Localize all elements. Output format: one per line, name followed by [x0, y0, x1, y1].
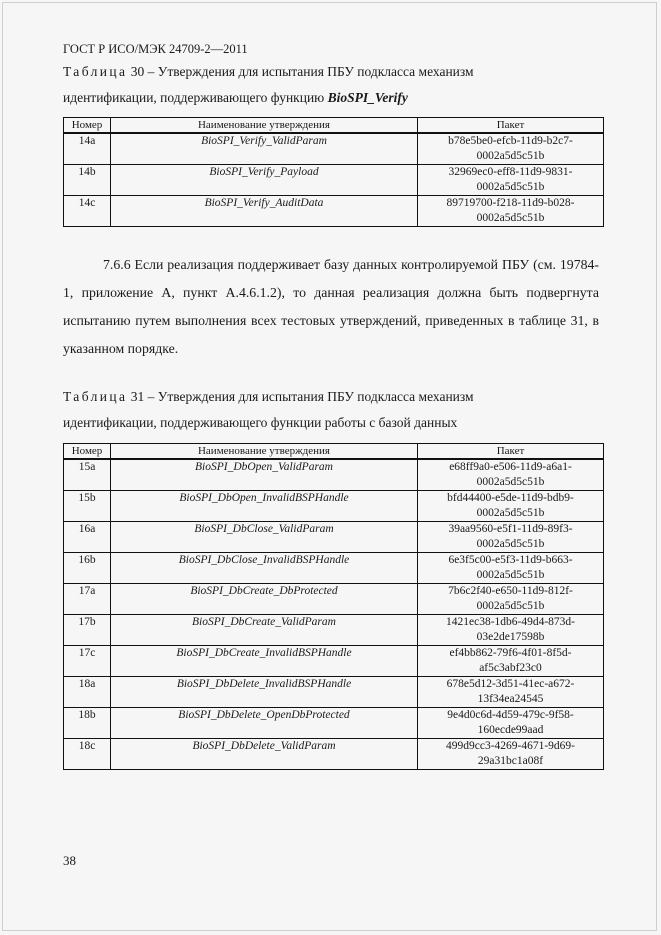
row-number: 18b [64, 708, 111, 739]
packet-guid-line2: 160ecde99aad [477, 724, 544, 736]
table-row [64, 133, 604, 165]
table-30-caption [63, 59, 608, 111]
packet-guid-line2: 0002a5d5c51b [476, 212, 545, 224]
packet-guid [418, 584, 604, 615]
table-row [64, 522, 604, 553]
row-number: 17a [64, 584, 111, 615]
packet-guid [418, 553, 604, 584]
assertion-name: BioSPI_DbClose_ValidParam [111, 522, 418, 553]
table-30-caption-line1 [63, 59, 608, 85]
packet-guid-line2: 0002a5d5c51b [476, 150, 545, 162]
table-row [64, 165, 604, 196]
table-title-part1: – Утверждения для испытания ПБУ подкласса механизм [144, 389, 474, 404]
assertion-name: BioSPI_DbOpen_ValidParam [111, 459, 418, 491]
packet-guid [418, 646, 604, 677]
packet-guid-line2: 0002a5d5c51b [476, 569, 545, 581]
packet-guid-line1: e68ff9a0-e506-11d9-a6a1- [449, 461, 572, 473]
table-number: 30 [130, 64, 145, 79]
packet-guid-line2: 29a31bc1a08f [477, 755, 544, 767]
row-number: 16a [64, 522, 111, 553]
assertion-name: BioSPI_DbCreate_InvalidBSPHandle [111, 646, 418, 677]
row-number: 15b [64, 491, 111, 522]
assertion-name: BioSPI_DbOpen_InvalidBSPHandle [111, 491, 418, 522]
row-number: 17c [64, 646, 111, 677]
assertion-name: BioSPI_DbDelete_OpenDbProtected [111, 708, 418, 739]
table-row [64, 584, 604, 615]
table-number: 31 [130, 389, 145, 404]
table-30 [63, 117, 604, 227]
packet-guid-line1: 499d9cc3-4269-4671-9d69- [445, 740, 576, 752]
table-row [64, 708, 604, 739]
table-row [64, 739, 604, 770]
packet-guid-line1: bfd44400-e5de-11d9-bdb9- [447, 492, 574, 504]
col-header-name: Наименование утверждения [111, 118, 418, 134]
packet-guid [418, 196, 604, 227]
table-row [64, 491, 604, 522]
paragraph-7-6-6: 7.6.6 Если реализация поддерживает базу данных контролируемой ПБУ (см. 19784-1, приложение А, пункт А.4.6.1.2), то данная реализация должна быть подвергнута испытанию путем выполнения всех тестовых утверждений, приведенных в таблице 31, в указанном порядке. [63, 257, 599, 356]
table-header-row [64, 118, 604, 134]
row-number: 18a [64, 677, 111, 708]
row-number: 14c [64, 196, 111, 227]
packet-guid-line2: 13f34ea24545 [477, 693, 544, 705]
assertion-name: BioSPI_DbClose_InvalidBSPHandle [111, 553, 418, 584]
col-header-packet: Пакет [418, 118, 604, 134]
table-label: Таблица [63, 64, 128, 79]
table-row [64, 553, 604, 584]
page-number: 38 [63, 853, 76, 868]
packet-guid-line1: ef4bb862-79f6-4f01-8f5d- [449, 647, 572, 659]
packet-guid [418, 615, 604, 646]
packet-guid [418, 522, 604, 553]
col-header-number: Номер [64, 444, 111, 460]
packet-guid-line2: af5c3abf23c0 [479, 662, 542, 674]
table-row [64, 196, 604, 227]
table-title-part2: идентификации, поддерживающего функцию [63, 90, 328, 105]
packet-guid-line2: 0002a5d5c51b [476, 600, 545, 612]
row-number: 14a [64, 133, 111, 165]
row-number: 18c [64, 739, 111, 770]
table-row [64, 459, 604, 491]
assertion-name: BioSPI_Verify_ValidParam [111, 133, 418, 165]
table-31-caption-line1 [63, 384, 608, 410]
packet-guid [418, 677, 604, 708]
table-title-part1: – Утверждения для испытания ПБУ подкласса механизм [144, 64, 474, 79]
row-number: 17b [64, 615, 111, 646]
assertion-name: BioSPI_DbCreate_ValidParam [111, 615, 418, 646]
table-label: Таблица [63, 389, 128, 404]
packet-guid-line1: 39aa9560-e5f1-11d9-89f3- [448, 523, 573, 535]
packet-guid-line2: 03e2de17598b [476, 631, 545, 643]
table-31-caption [63, 384, 608, 436]
packet-guid [418, 133, 604, 165]
packet-guid [418, 739, 604, 770]
packet-guid-line1: 1421ec38-1db6-49d4-873d- [445, 616, 576, 628]
table-30-caption-line2 [63, 85, 608, 111]
packet-guid-line1: 89719700-f218-11d9-b028- [446, 197, 575, 209]
packet-guid-line1: 6e3f5c00-e5f3-11d9-b663- [448, 554, 573, 566]
packet-guid-line1: 678e5d12-3d51-41ec-a672- [446, 678, 575, 690]
row-number: 14b [64, 165, 111, 196]
packet-guid [418, 165, 604, 196]
packet-guid-line2: 0002a5d5c51b [476, 181, 545, 193]
packet-guid [418, 491, 604, 522]
packet-guid [418, 459, 604, 491]
packet-guid-line1: b78e5be0-efcb-11d9-b2c7- [448, 135, 573, 147]
packet-guid-line1: 32969ec0-eff8-11d9-9831- [448, 166, 573, 178]
function-name: BioSPI_Verify [327, 90, 408, 105]
assertion-name: BioSPI_DbDelete_InvalidBSPHandle [111, 677, 418, 708]
table-row [64, 677, 604, 708]
row-number: 15a [64, 459, 111, 491]
row-number: 16b [64, 553, 111, 584]
assertion-name: BioSPI_Verify_AuditData [111, 196, 418, 227]
table-row [64, 615, 604, 646]
packet-guid [418, 708, 604, 739]
packet-guid-line1: 7b6c2f40-e650-11d9-812f- [448, 585, 573, 597]
col-header-packet: Пакет [418, 444, 604, 460]
col-header-number: Номер [64, 118, 111, 134]
table-31-caption-line2: идентификации, поддерживающего функции работы с базой данных [63, 415, 458, 430]
table-header-row [64, 444, 604, 460]
assertion-name: BioSPI_DbDelete_ValidParam [111, 739, 418, 770]
col-header-name: Наименование утверждения [111, 444, 418, 460]
packet-guid-line2: 0002a5d5c51b [476, 476, 545, 488]
table-row [64, 646, 604, 677]
packet-guid-line2: 0002a5d5c51b [476, 538, 545, 550]
packet-guid-line1: 9e4d0c6d-4d59-479c-9f58- [447, 709, 574, 721]
document-header: ГОСТ Р ИСО/МЭК 24709-2—2011 [63, 42, 248, 56]
assertion-name: BioSPI_Verify_Payload [111, 165, 418, 196]
assertion-name: BioSPI_DbCreate_DbProtected [111, 584, 418, 615]
table-31 [63, 443, 604, 770]
packet-guid-line2: 0002a5d5c51b [476, 507, 545, 519]
